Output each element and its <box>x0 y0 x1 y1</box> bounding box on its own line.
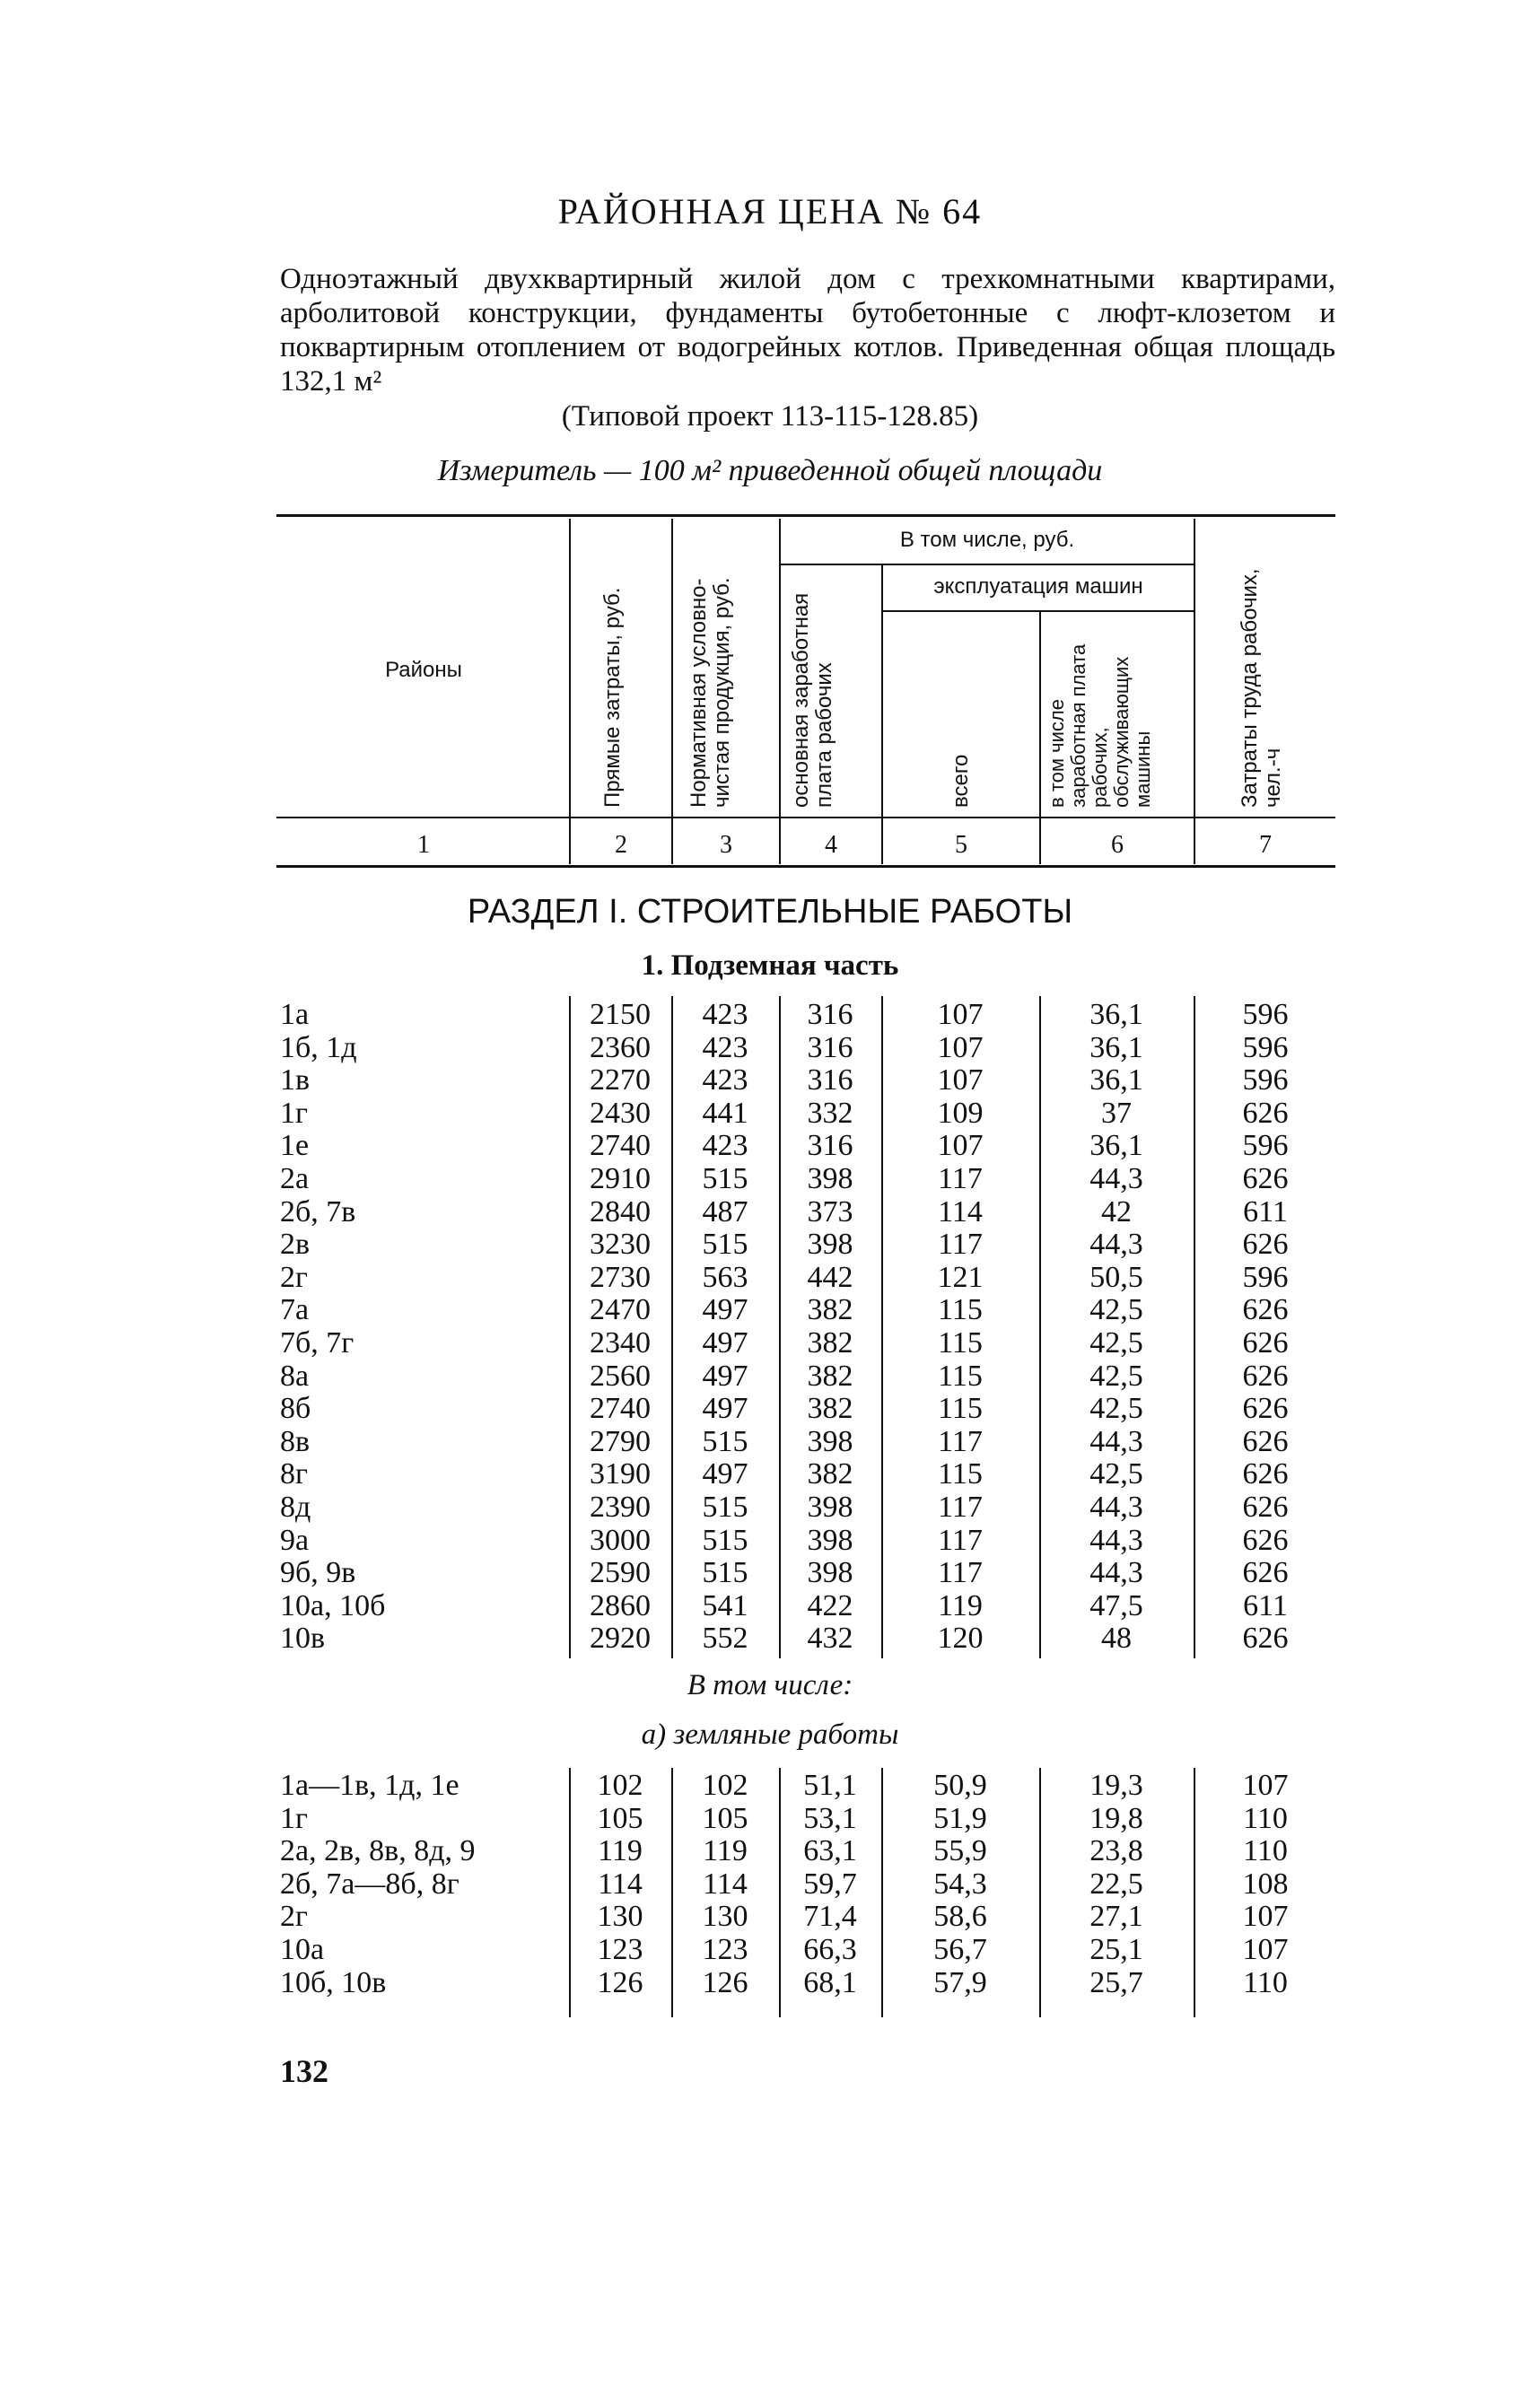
value-cell: 316 <box>807 1129 853 1163</box>
measure-unit: Измеритель — 100 м² приведенной общей площади <box>437 454 1103 487</box>
table-row <box>0 1835 1540 1868</box>
table-row <box>0 1934 1540 1967</box>
value-cell: 2790 <box>590 1424 651 1458</box>
value-cell: 626 <box>1242 1392 1289 1426</box>
region-cell: 1в <box>280 1063 311 1097</box>
header-labor: Затраты труда рабочих, чел.-ч <box>1238 568 1285 808</box>
value-cell: 107 <box>937 998 984 1031</box>
value-cell: 515 <box>702 1228 748 1262</box>
value-cell: 53,1 <box>803 1801 857 1835</box>
value-cell: 3230 <box>590 1228 651 1262</box>
value-cell: 2730 <box>590 1260 651 1294</box>
value-cell: 316 <box>807 1030 853 1064</box>
value-cell: 626 <box>1242 1096 1289 1130</box>
value-cell: 114 <box>938 1194 983 1229</box>
subsection-title: 1. Подземная часть <box>641 949 899 982</box>
table-row <box>0 1525 1540 1558</box>
table-row <box>0 1229 1540 1262</box>
value-cell: 119 <box>938 1588 983 1622</box>
value-cell: 626 <box>1242 1491 1289 1524</box>
table-row <box>0 1097 1540 1131</box>
region-cell: 8а <box>280 1359 310 1393</box>
value-cell: 42 <box>1101 1194 1132 1229</box>
value-cell: 115 <box>938 1293 983 1327</box>
value-cell: 2430 <box>590 1096 651 1130</box>
value-cell: 55,9 <box>933 1834 987 1868</box>
value-cell: 382 <box>807 1293 853 1327</box>
value-cell: 596 <box>1242 1063 1289 1097</box>
value-cell: 423 <box>702 998 748 1031</box>
value-cell: 398 <box>807 1162 853 1195</box>
value-cell: 44,3 <box>1089 1162 1143 1195</box>
value-cell: 398 <box>807 1523 853 1557</box>
table-row <box>0 1130 1540 1163</box>
value-cell: 114 <box>703 1867 748 1901</box>
value-cell: 2740 <box>590 1129 651 1163</box>
value-cell: 44,3 <box>1089 1556 1143 1590</box>
value-cell: 2340 <box>590 1326 651 1360</box>
value-cell: 422 <box>807 1588 853 1622</box>
value-cell: 36,1 <box>1089 1129 1143 1163</box>
value-cell: 117 <box>938 1491 983 1524</box>
value-cell: 120 <box>937 1622 984 1656</box>
value-cell: 316 <box>807 998 853 1031</box>
value-cell: 42,5 <box>1089 1293 1143 1327</box>
value-cell: 398 <box>807 1556 853 1590</box>
value-cell: 71,4 <box>803 1900 857 1934</box>
value-cell: 497 <box>702 1293 748 1327</box>
value-cell: 626 <box>1242 1556 1289 1590</box>
value-cell: 68,1 <box>803 1965 857 1999</box>
value-cell: 382 <box>807 1359 853 1393</box>
value-cell: 596 <box>1242 1030 1289 1064</box>
value-cell: 626 <box>1242 1457 1289 1491</box>
value-cell: 36,1 <box>1089 1030 1143 1064</box>
table-row <box>0 1901 1540 1934</box>
value-cell: 51,9 <box>933 1801 987 1835</box>
value-cell: 36,1 <box>1089 998 1143 1031</box>
value-cell: 102 <box>702 1769 748 1802</box>
value-cell: 497 <box>702 1359 748 1393</box>
table-row <box>0 1327 1540 1360</box>
value-cell: 107 <box>1242 1900 1289 1934</box>
value-cell: 626 <box>1242 1523 1289 1557</box>
region-cell: 10а, 10б <box>280 1588 386 1622</box>
value-cell: 48 <box>1101 1622 1132 1656</box>
value-cell: 117 <box>938 1424 983 1458</box>
value-cell: 596 <box>1242 998 1289 1031</box>
value-cell: 2840 <box>590 1194 651 1229</box>
value-cell: 119 <box>703 1834 748 1868</box>
value-cell: 22,5 <box>1089 1867 1143 1901</box>
table-row <box>0 1360 1540 1394</box>
table-row <box>0 1590 1540 1623</box>
value-cell: 398 <box>807 1424 853 1458</box>
value-cell: 117 <box>938 1228 983 1262</box>
table-row <box>0 1868 1540 1902</box>
value-cell: 626 <box>1242 1622 1289 1656</box>
value-cell: 373 <box>807 1194 853 1229</box>
value-cell: 2270 <box>590 1063 651 1097</box>
table-row <box>0 1262 1540 1295</box>
value-cell: 107 <box>937 1129 984 1163</box>
value-cell: 19,8 <box>1089 1801 1143 1835</box>
col-number-5: 5 <box>955 831 967 859</box>
page-number: 132 <box>280 2053 328 2089</box>
region-cell: 2г <box>280 1260 308 1294</box>
region-cell: 8в <box>280 1424 311 1458</box>
table-row <box>0 1196 1540 1229</box>
header-total: всего <box>949 754 973 808</box>
value-cell: 117 <box>938 1523 983 1557</box>
value-cell: 102 <box>597 1769 643 1802</box>
value-cell: 2920 <box>590 1622 651 1656</box>
region-cell: 9б, 9в <box>280 1556 356 1590</box>
value-cell: 432 <box>807 1622 853 1656</box>
value-cell: 3190 <box>590 1457 651 1491</box>
value-cell: 515 <box>702 1491 748 1524</box>
header-direct-costs: Прямые затраты, руб. <box>600 587 625 808</box>
region-cell: 7а <box>280 1293 310 1327</box>
value-cell: 59,7 <box>803 1867 857 1901</box>
value-cell: 626 <box>1242 1162 1289 1195</box>
value-cell: 423 <box>702 1030 748 1064</box>
description: Одноэтажный двухквартирный жилой дом с трехкомнатными квартирами, арболитовой конструкции, фундаменты бутобетонные с люфт-клозетом и поквартирным отоплением от водогрейных котлов. Приведенная общая площадь 132,1 м² <box>280 263 1335 398</box>
value-cell: 105 <box>597 1801 643 1835</box>
region-cell: 2б, 7а—8б, 8г <box>280 1867 459 1901</box>
value-cell: 63,1 <box>803 1834 857 1868</box>
region-cell: 8д <box>280 1491 311 1524</box>
value-cell: 382 <box>807 1392 853 1426</box>
table-row <box>0 1032 1540 1065</box>
value-cell: 107 <box>937 1063 984 1097</box>
value-cell: 2590 <box>590 1556 651 1590</box>
value-cell: 47,5 <box>1089 1588 1143 1622</box>
value-cell: 123 <box>702 1933 748 1966</box>
table-row <box>0 1458 1540 1491</box>
region-cell: 9а <box>280 1523 310 1557</box>
table-row <box>0 999 1540 1032</box>
value-cell: 541 <box>702 1588 748 1622</box>
region-cell: 1а <box>280 998 310 1031</box>
value-cell: 515 <box>702 1424 748 1458</box>
value-cell: 42,5 <box>1089 1392 1143 1426</box>
value-cell: 115 <box>938 1326 983 1360</box>
region-cell: 7б, 7г <box>280 1326 354 1360</box>
region-cell: 8г <box>280 1457 308 1491</box>
value-cell: 110 <box>1243 1965 1288 1999</box>
value-cell: 42,5 <box>1089 1326 1143 1360</box>
value-cell: 36,1 <box>1089 1063 1143 1097</box>
value-cell: 487 <box>702 1194 748 1229</box>
value-cell: 2390 <box>590 1491 651 1524</box>
value-cell: 58,6 <box>933 1900 987 1934</box>
region-cell: 2в <box>280 1228 311 1262</box>
value-cell: 50,5 <box>1089 1260 1143 1294</box>
region-cell: 1а—1в, 1д, 1е <box>280 1769 459 1802</box>
value-cell: 27,1 <box>1089 1900 1143 1934</box>
value-cell: 110 <box>1243 1834 1288 1868</box>
header-base-wage: основная заработная плата рабочих <box>789 592 836 808</box>
value-cell: 19,3 <box>1089 1769 1143 1802</box>
value-cell: 115 <box>938 1392 983 1426</box>
table-row <box>0 1803 1540 1836</box>
value-cell: 626 <box>1242 1326 1289 1360</box>
table-row <box>0 1557 1540 1590</box>
value-cell: 54,3 <box>933 1867 987 1901</box>
value-cell: 44,3 <box>1089 1228 1143 1262</box>
table-row <box>0 1426 1540 1459</box>
value-cell: 50,9 <box>933 1769 987 1802</box>
value-cell: 110 <box>1243 1801 1288 1835</box>
table-row <box>0 1770 1540 1803</box>
value-cell: 3000 <box>590 1523 651 1557</box>
value-cell: 316 <box>807 1063 853 1097</box>
value-cell: 497 <box>702 1457 748 1491</box>
value-cell: 2740 <box>590 1392 651 1426</box>
value-cell: 107 <box>1242 1933 1289 1966</box>
value-cell: 51,1 <box>803 1769 857 1802</box>
col-number-7: 7 <box>1259 831 1272 859</box>
table-row <box>0 1491 1540 1525</box>
value-cell: 626 <box>1242 1293 1289 1327</box>
value-cell: 25,7 <box>1089 1965 1143 1999</box>
value-cell: 563 <box>702 1260 748 1294</box>
header-machines: эксплуатация машин <box>933 574 1143 599</box>
header-normative-net: Нормативная условно-чистая продукция, руб. <box>687 577 734 808</box>
region-cell: 10б, 10в <box>280 1965 387 1999</box>
region-cell: 2б, 7в <box>280 1194 356 1229</box>
table-row <box>0 1393 1540 1426</box>
value-cell: 2470 <box>590 1293 651 1327</box>
value-cell: 126 <box>597 1965 643 1999</box>
col-number-1: 1 <box>417 831 430 859</box>
col-number-3: 3 <box>720 831 732 859</box>
table-row <box>0 1294 1540 1327</box>
region-cell: 1г <box>280 1096 308 1130</box>
header-machine-wage: в том числе заработная плата рабочих, обслуживающих машины <box>1046 643 1154 808</box>
value-cell: 398 <box>807 1491 853 1524</box>
value-cell: 117 <box>938 1162 983 1195</box>
value-cell: 130 <box>702 1900 748 1934</box>
value-cell: 552 <box>702 1622 748 1656</box>
header-including: В том числе, руб. <box>899 528 1075 552</box>
col-number-4: 4 <box>825 831 837 859</box>
value-cell: 56,7 <box>933 1933 987 1966</box>
table-row <box>0 1967 1540 2000</box>
region-cell: 1е <box>280 1129 310 1163</box>
page-title: РАЙОННАЯ ЦЕНА № 64 <box>557 191 983 232</box>
value-cell: 332 <box>807 1096 853 1130</box>
value-cell: 626 <box>1242 1228 1289 1262</box>
value-cell: 442 <box>807 1260 853 1294</box>
value-cell: 515 <box>702 1523 748 1557</box>
value-cell: 611 <box>1243 1194 1288 1229</box>
value-cell: 398 <box>807 1228 853 1262</box>
region-cell: 2а <box>280 1162 310 1195</box>
value-cell: 126 <box>702 1965 748 1999</box>
value-cell: 423 <box>702 1063 748 1097</box>
including-label: В том числе: <box>687 1669 853 1701</box>
value-cell: 2150 <box>590 998 651 1031</box>
value-cell: 2560 <box>590 1359 651 1393</box>
value-cell: 123 <box>597 1933 643 1966</box>
section-title: РАЗДЕЛ I. СТРОИТЕЛЬНЫЕ РАБОТЫ <box>467 893 1073 931</box>
value-cell: 497 <box>702 1326 748 1360</box>
table-row <box>0 1622 1540 1656</box>
value-cell: 515 <box>702 1556 748 1590</box>
value-cell: 117 <box>938 1556 983 1590</box>
value-cell: 119 <box>598 1834 643 1868</box>
value-cell: 596 <box>1242 1260 1289 1294</box>
header-regions: Районы <box>385 658 462 682</box>
value-cell: 441 <box>702 1096 748 1130</box>
table-row <box>0 1064 1540 1097</box>
project-reference: (Типовой проект 113-115-128.85) <box>561 400 979 433</box>
value-cell: 37 <box>1101 1096 1132 1130</box>
region-cell: 1б, 1д <box>280 1030 357 1064</box>
value-cell: 626 <box>1242 1424 1289 1458</box>
value-cell: 382 <box>807 1326 853 1360</box>
region-cell: 2г <box>280 1900 308 1934</box>
region-cell: 8б <box>280 1392 311 1426</box>
value-cell: 130 <box>597 1900 643 1934</box>
value-cell: 44,3 <box>1089 1523 1143 1557</box>
value-cell: 42,5 <box>1089 1359 1143 1393</box>
value-cell: 497 <box>702 1392 748 1426</box>
value-cell: 121 <box>937 1260 984 1294</box>
value-cell: 44,3 <box>1089 1491 1143 1524</box>
col-number-2: 2 <box>615 831 627 859</box>
table-row <box>0 1163 1540 1196</box>
value-cell: 626 <box>1242 1359 1289 1393</box>
region-cell: 1г <box>280 1801 308 1835</box>
value-cell: 109 <box>937 1096 984 1130</box>
value-cell: 23,8 <box>1089 1834 1143 1868</box>
value-cell: 108 <box>1242 1867 1289 1901</box>
region-cell: 10в <box>280 1622 326 1656</box>
value-cell: 115 <box>938 1359 983 1393</box>
value-cell: 25,1 <box>1089 1933 1143 1966</box>
value-cell: 2360 <box>590 1030 651 1064</box>
earthworks-label: а) земляные работы <box>641 1718 899 1751</box>
value-cell: 114 <box>598 1867 643 1901</box>
value-cell: 57,9 <box>933 1965 987 1999</box>
value-cell: 105 <box>702 1801 748 1835</box>
value-cell: 66,3 <box>803 1933 857 1966</box>
value-cell: 382 <box>807 1457 853 1491</box>
value-cell: 115 <box>938 1457 983 1491</box>
region-cell: 10а <box>280 1933 325 1966</box>
value-cell: 515 <box>702 1162 748 1195</box>
value-cell: 107 <box>937 1030 984 1064</box>
value-cell: 596 <box>1242 1129 1289 1163</box>
value-cell: 44,3 <box>1089 1424 1143 1458</box>
value-cell: 2910 <box>590 1162 651 1195</box>
value-cell: 2860 <box>590 1588 651 1622</box>
value-cell: 107 <box>1242 1769 1289 1802</box>
region-cell: 2а, 2в, 8в, 8д, 9 <box>280 1834 476 1868</box>
value-cell: 611 <box>1243 1588 1288 1622</box>
value-cell: 423 <box>702 1129 748 1163</box>
value-cell: 42,5 <box>1089 1457 1143 1491</box>
col-number-6: 6 <box>1111 831 1124 859</box>
